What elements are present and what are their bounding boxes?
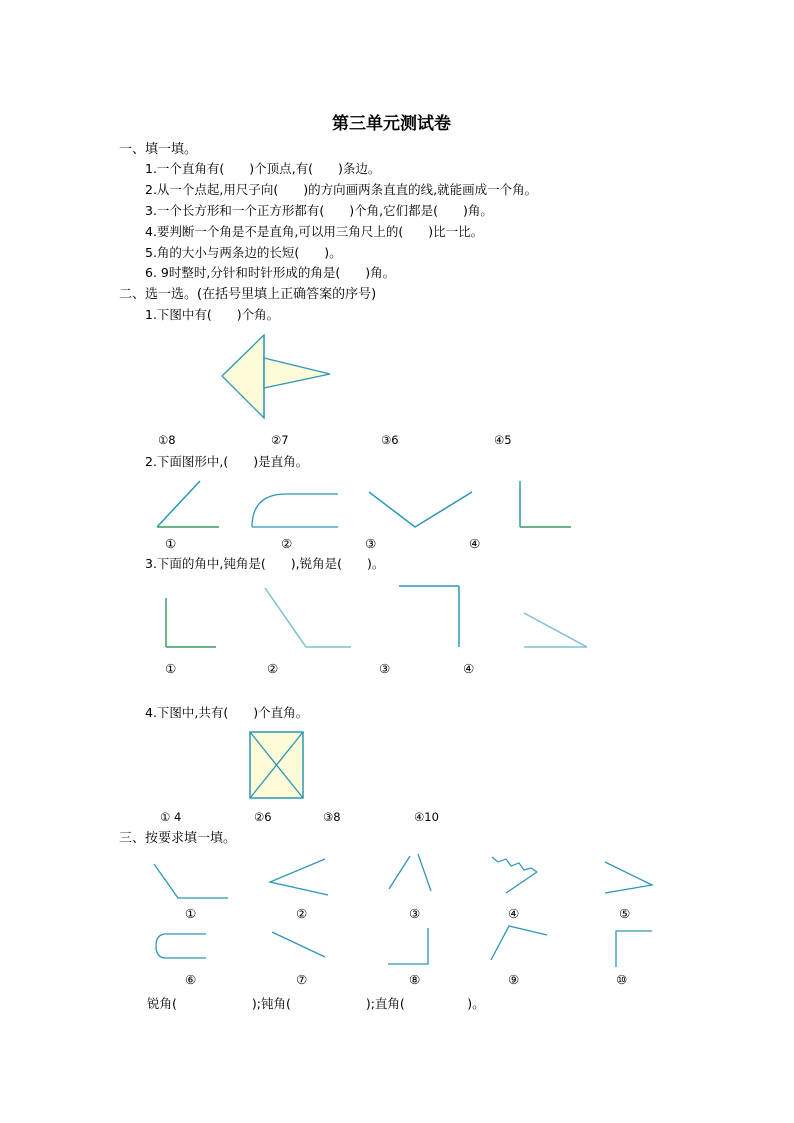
s3-figure-6	[156, 934, 206, 958]
question-1-3: 3.一个长方形和一个正方形都有( )个角,它们都是( )角。	[145, 203, 493, 218]
label-3-4: ④	[508, 906, 520, 921]
s3-figure-8	[388, 928, 428, 964]
s3-figure-10	[616, 931, 652, 967]
option-2-4-b: ②6	[254, 810, 272, 824]
option-2-4-d: ④10	[414, 810, 439, 824]
question-1-1: 1.一个直角有( )个顶点,有( )条边。	[145, 161, 381, 176]
label-3-8: ⑧	[409, 972, 421, 987]
question-1-4: 4.要判断一个角是不是直角,可以用三角尺上的( )比一比。	[145, 224, 484, 239]
label-2-3-c: ③	[379, 661, 391, 676]
rectangle-with-diagonals	[250, 732, 303, 798]
option-2-1-c: ③6	[381, 433, 399, 447]
label-2-3-d: ④	[463, 661, 475, 676]
arrow-angle-figure	[222, 335, 330, 418]
section2-heading: 二、选一选。(在括号里填上正确答案的序号)	[119, 287, 377, 302]
q3-figure-2-obtuse-angle	[265, 588, 351, 647]
s3-figure-7	[272, 932, 325, 957]
label-2-2-b: ②	[281, 536, 293, 551]
label-3-9: ⑨	[508, 972, 520, 987]
question-1-5: 5.角的大小与两条边的长短( )。	[145, 245, 342, 260]
q3-figure-4-acute-angle	[524, 613, 587, 647]
option-2-4-c: ③8	[323, 810, 341, 824]
label-3-6: ⑥	[185, 972, 197, 987]
label-3-5: ⑤	[619, 906, 631, 921]
q3-figure-3-right-angle	[399, 586, 459, 647]
q2-figure-4-right-angle	[520, 481, 571, 527]
s3-figure-4	[492, 857, 537, 893]
question-2-1: 1.下图中有( )个角。	[145, 307, 280, 322]
label-3-2: ②	[296, 906, 308, 921]
option-2-1-a: ①8	[158, 433, 176, 447]
label-3-7: ⑦	[296, 972, 308, 987]
q2-figure-2-curved-shape	[252, 494, 338, 527]
page-title: 第三单元测试卷	[332, 114, 451, 134]
s3-figure-1	[154, 864, 228, 898]
question-1-6: 6. 9时整时,分针和时针形成的角是( )角。	[145, 265, 396, 280]
label-3-10: ⑩	[616, 972, 628, 987]
q3-figure-1-right-angle	[166, 598, 216, 647]
question-2-2: 2.下面图形中,( )是直角。	[145, 454, 309, 469]
label-2-3-b: ②	[267, 661, 279, 676]
label-2-3-a: ①	[165, 661, 177, 676]
question-2-4: 4.下图中,共有( )个直角。	[145, 705, 309, 720]
label-2-2-d: ④	[469, 536, 481, 551]
section1-heading: 一、填一填。	[119, 142, 198, 157]
question-2-3: 3.下面的角中,钝角是( ),锐角是( )。	[145, 556, 385, 571]
section3-heading: 三、按要求填一填。	[119, 831, 237, 846]
label-3-3: ③	[409, 906, 421, 921]
s3-figure-2	[270, 859, 328, 895]
q2-figure-3-v-angle	[369, 492, 472, 527]
s3-figure-5	[605, 862, 652, 893]
question-1-2: 2.从一个点起,用尺子向( )的方向画两条直直的线,就能画成一个角。	[145, 182, 538, 197]
option-2-1-b: ②7	[271, 433, 289, 447]
label-2-2-a: ①	[165, 536, 177, 551]
label-3-1: ①	[185, 906, 197, 921]
s3-figure-3	[389, 854, 431, 891]
label-2-2-c: ③	[365, 536, 377, 551]
option-2-1-d: ④5	[494, 433, 512, 447]
option-2-4-a: ① 4	[160, 810, 182, 824]
q2-figure-1-acute-angle	[157, 481, 219, 527]
answer-line: 锐角( );钝角( );直角( )。	[147, 996, 485, 1011]
s3-figure-9	[491, 926, 547, 960]
